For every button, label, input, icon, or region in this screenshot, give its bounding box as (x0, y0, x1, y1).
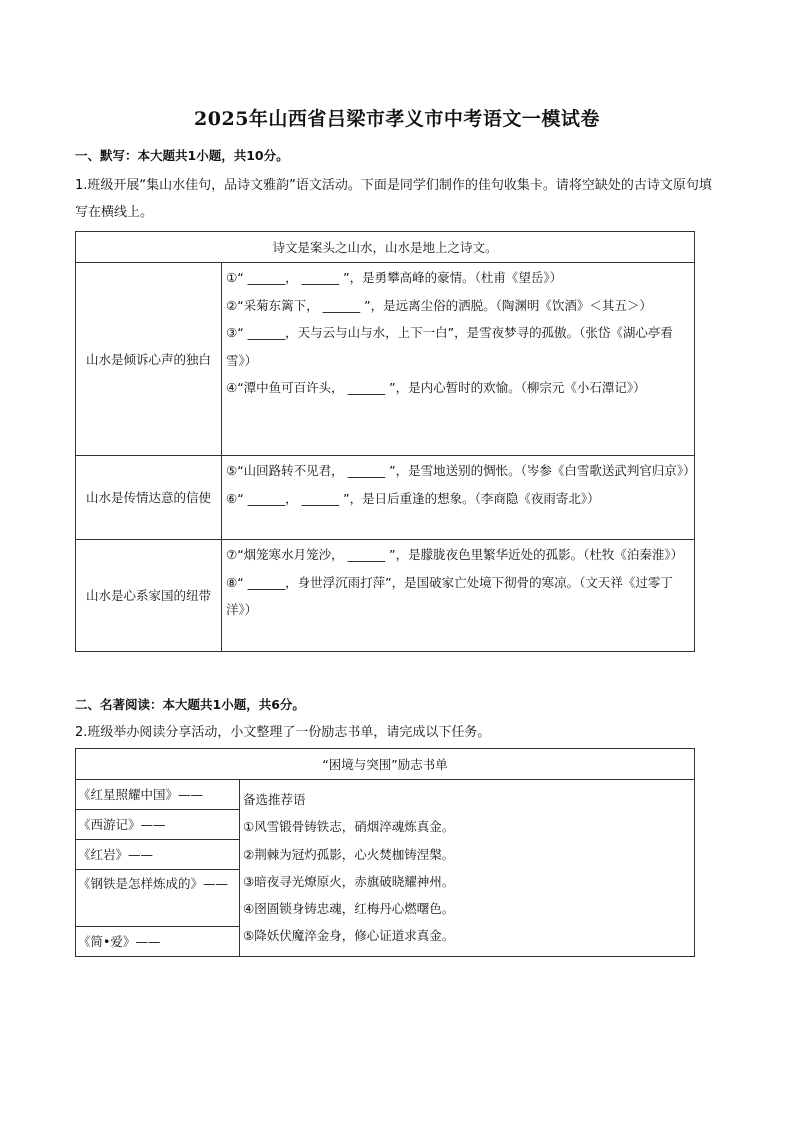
fill-blank-line: ④“潭中鱼可百许头， ______ ”，是内心暂时的欢愉。（柳宗元《小石潭记》） (226, 380, 646, 395)
book-item: 《西游记》—— (76, 809, 239, 839)
lines-cell (222, 456, 695, 540)
book-item: 《红星照耀中国》—— (78, 787, 204, 802)
book-item: 《红岩》—— (76, 839, 239, 869)
fill-blank-line: ⑧“ ______，身世浮沉雨打萍”，是国破家亡处境下彻骨的寒凉。（文天祥《过零丁洋》） (226, 574, 673, 617)
question-1-text: 1.班级开展“集山水佳句，品诗文雅韵”语文活动。下面是同学们制作的佳句收集卡。请将空缺处的古诗文原句填写在横线上。 (75, 178, 712, 220)
book-list-table (75, 748, 695, 957)
recommendation-item: ②荆棘为冠灼孤影，心火焚枷铸涅槃。 (243, 846, 455, 862)
fill-blank-line: ⑥“ ______， ______ ”，是日后重逢的想象。（李商隐《夜雨寄北》） (226, 490, 600, 506)
fill-blank-line: ⑦“烟笼寒水月笼沙， ______ ”，是朦胧夜色里繁华近处的孤影。（杜牧《泊秦淮》） (226, 547, 684, 562)
poetry-collection-table (75, 231, 695, 652)
recommendation-item: ③暗夜寻光燎原火，赤旗破晓耀神州。 (243, 873, 455, 889)
books-cell (76, 780, 240, 957)
fill-blank-line: ⑤“山回路转不见君， ______ ”，是雪地送别的惆怅。（岑参《白雪歌送武判官归京》） (226, 463, 696, 478)
recommendation-item: ④囹圄锁身铸忠魂，红梅丹心燃曙色。 (243, 901, 455, 917)
book-list-header: “困境与突围”励志书单 (76, 749, 695, 780)
fill-blank-line: ①“ ______， ______ ”，是勇攀高峰的豪情。（杜甫《望岳》） (226, 270, 563, 285)
section-1-heading: 一、默写：本大题共1小题，共10分。 (75, 148, 289, 163)
category-cell: 山水是传情达意的信使 (76, 456, 222, 540)
recommendations-cell (240, 780, 695, 957)
book-item: 《钢铁是怎样炼成的》—— (76, 869, 239, 926)
book-item: 《简•爱》—— (76, 926, 239, 956)
recommendations-title: 备选推荐语 (243, 792, 306, 807)
section-2-heading: 二、名著阅读：本大题共1小题，共6分。 (75, 697, 305, 712)
fill-blank-line: ②“采菊东篱下， ______ ”，是远离尘俗的洒脱。（陶渊明《饮酒》＜其五＞） (226, 297, 652, 313)
poetry-table-header: 诗文是案头之山水，山水是地上之诗文。 (76, 232, 695, 263)
fill-blank-line: ③“ ______，天与云与山与水，上下一白”，是雪夜梦寻的孤傲。（张岱《湖心亭看雪》） (226, 325, 673, 368)
lines-cell (222, 263, 695, 456)
exam-title: 2025年山西省吕梁市孝义市中考语文一模试卷 (194, 108, 600, 130)
recommendation-item: ①风雪锻骨铸铁志，硝烟淬魂炼真金。 (243, 819, 455, 835)
question-2-text: 2.班级举办阅读分享活动，小文整理了一份励志书单，请完成以下任务。 (75, 725, 491, 740)
lines-cell (222, 540, 695, 652)
recommendation-item: ⑤降妖伏魔淬金身，修心证道求真金。 (243, 928, 455, 944)
category-cell: 山水是倾诉心声的独白 (76, 263, 222, 456)
category-cell: 山水是心系家国的纽带 (76, 540, 222, 652)
